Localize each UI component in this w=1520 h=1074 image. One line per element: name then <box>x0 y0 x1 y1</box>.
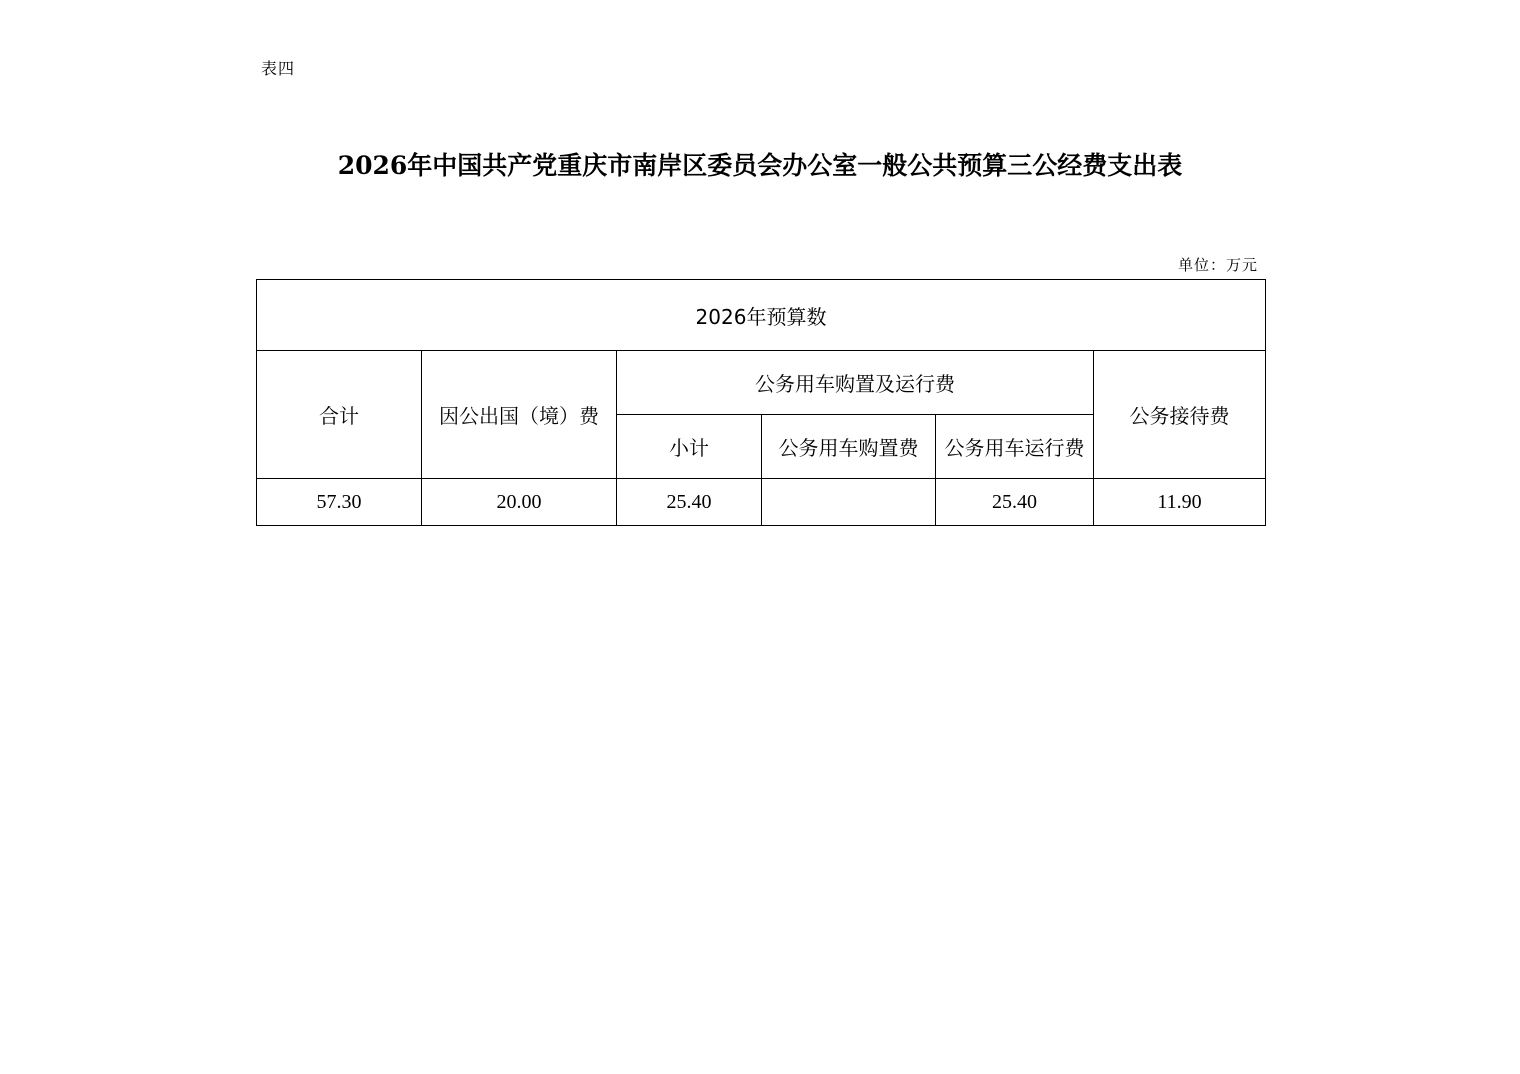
table-number: 表四 <box>261 59 296 78</box>
value-vehicle-operation: 25.40 <box>936 479 1094 526</box>
header-total: 合计 <box>257 351 422 479</box>
document-title: 2026年中国共产党重庆市南岸区委员会办公室一般公共预算三公经费支出表 <box>337 151 1183 180</box>
value-total: 57.30 <box>257 479 422 526</box>
value-overseas: 20.00 <box>422 479 617 526</box>
header-budget-year: 2026年预算数 <box>257 280 1266 351</box>
header-vehicle-subtotal: 小计 <box>617 415 762 479</box>
value-vehicle-subtotal: 25.40 <box>617 479 762 526</box>
header-vehicle-operation: 公务用车运行费 <box>936 415 1094 479</box>
header-vehicle-purchase: 公务用车购置费 <box>762 415 936 479</box>
budget-table <box>256 279 1266 526</box>
table-row <box>257 479 1266 526</box>
header-reception: 公务接待费 <box>1094 351 1266 479</box>
unit-label: 单位：万元 <box>1177 256 1258 274</box>
header-overseas: 因公出国（境）费 <box>422 351 617 479</box>
value-vehicle-purchase <box>762 479 936 526</box>
value-reception: 11.90 <box>1094 479 1266 526</box>
header-row-main <box>257 280 1266 351</box>
header-row-group <box>257 351 1266 415</box>
header-vehicle-group: 公务用车购置及运行费 <box>617 351 1094 415</box>
